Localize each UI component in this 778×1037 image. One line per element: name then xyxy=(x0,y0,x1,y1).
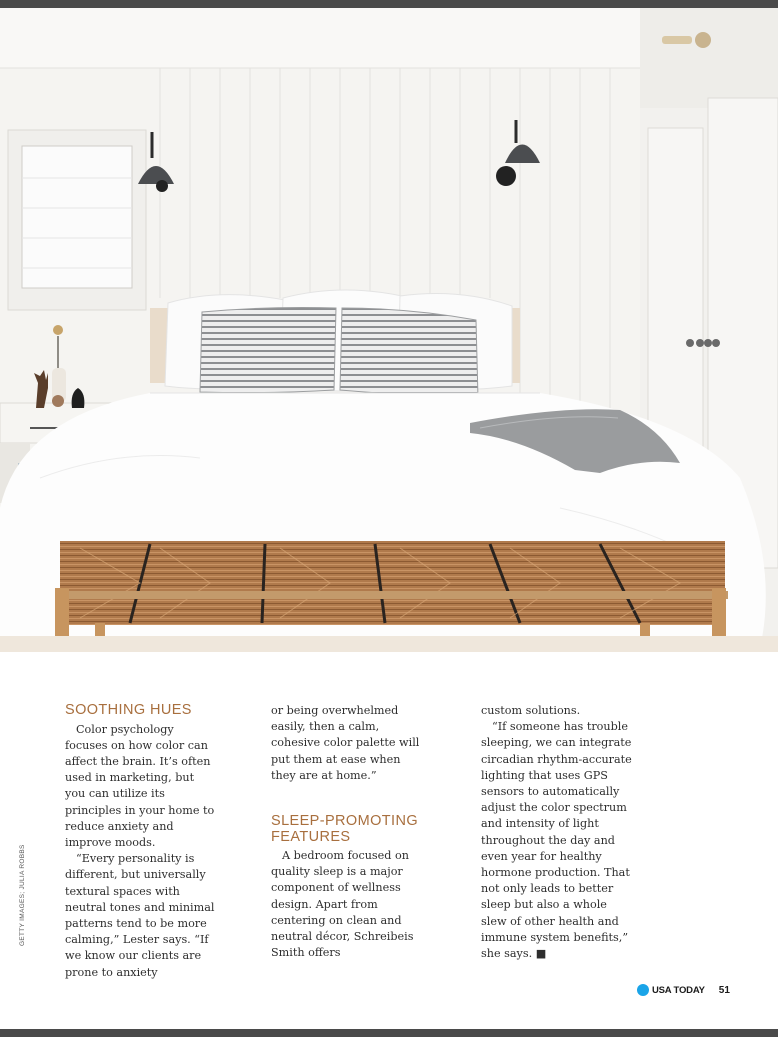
column-2 xyxy=(271,703,421,961)
heading-sleep-promoting-features: SLEEP-PROMOTING FEATURES xyxy=(271,813,418,845)
photo-credit: GETTY IMAGES; JULIA ROBBS xyxy=(19,844,26,946)
heading-soothing-hues: SOOTHING HUES xyxy=(65,702,192,718)
bedroom-photo xyxy=(0,8,778,652)
paragraph: “If someone has trouble sleeping, we can integrate circadian rhythm-accurate lighting that uses GPS sensors to automatically adjust the color spectrum and intensity of light throughout the day and even year for healthy hormone production. That not only leads to better sleep but also a whole slew of other health and immune system benefits,” she says. ■ xyxy=(481,720,632,961)
bottom-edge-bar xyxy=(0,1029,778,1037)
publication-brand: USA TODAY xyxy=(652,984,705,996)
usa-today-dot-icon xyxy=(637,984,649,996)
paragraph: or being overwhelmed easily, then a calm, cohesive color palette will put them at ease when they are at home.” xyxy=(271,704,420,782)
column-1 xyxy=(65,703,215,981)
paragraph: custom solutions. xyxy=(481,704,581,717)
page-footer xyxy=(637,982,730,998)
paragraph: A bedroom focused on quality sleep is a major component of wellness design. Apart from centering on clean and neutral décor, Schreibeis Smith offers xyxy=(271,849,414,960)
column-3 xyxy=(481,703,633,962)
page-number: 51 xyxy=(718,984,730,996)
top-edge-bar xyxy=(0,0,778,8)
paragraph: “Every personality is different, but universally textural spaces with neutral tones and minimal patterns tend to be more calming,” Lester says. “If we know our clients are prone to anxiety xyxy=(65,852,215,979)
paragraph: Color psychology focuses on how color can affect the brain. It’s often used in marketing, but you can utilize its principles in your home to reduce anxiety and improve moods. xyxy=(65,722,215,849)
